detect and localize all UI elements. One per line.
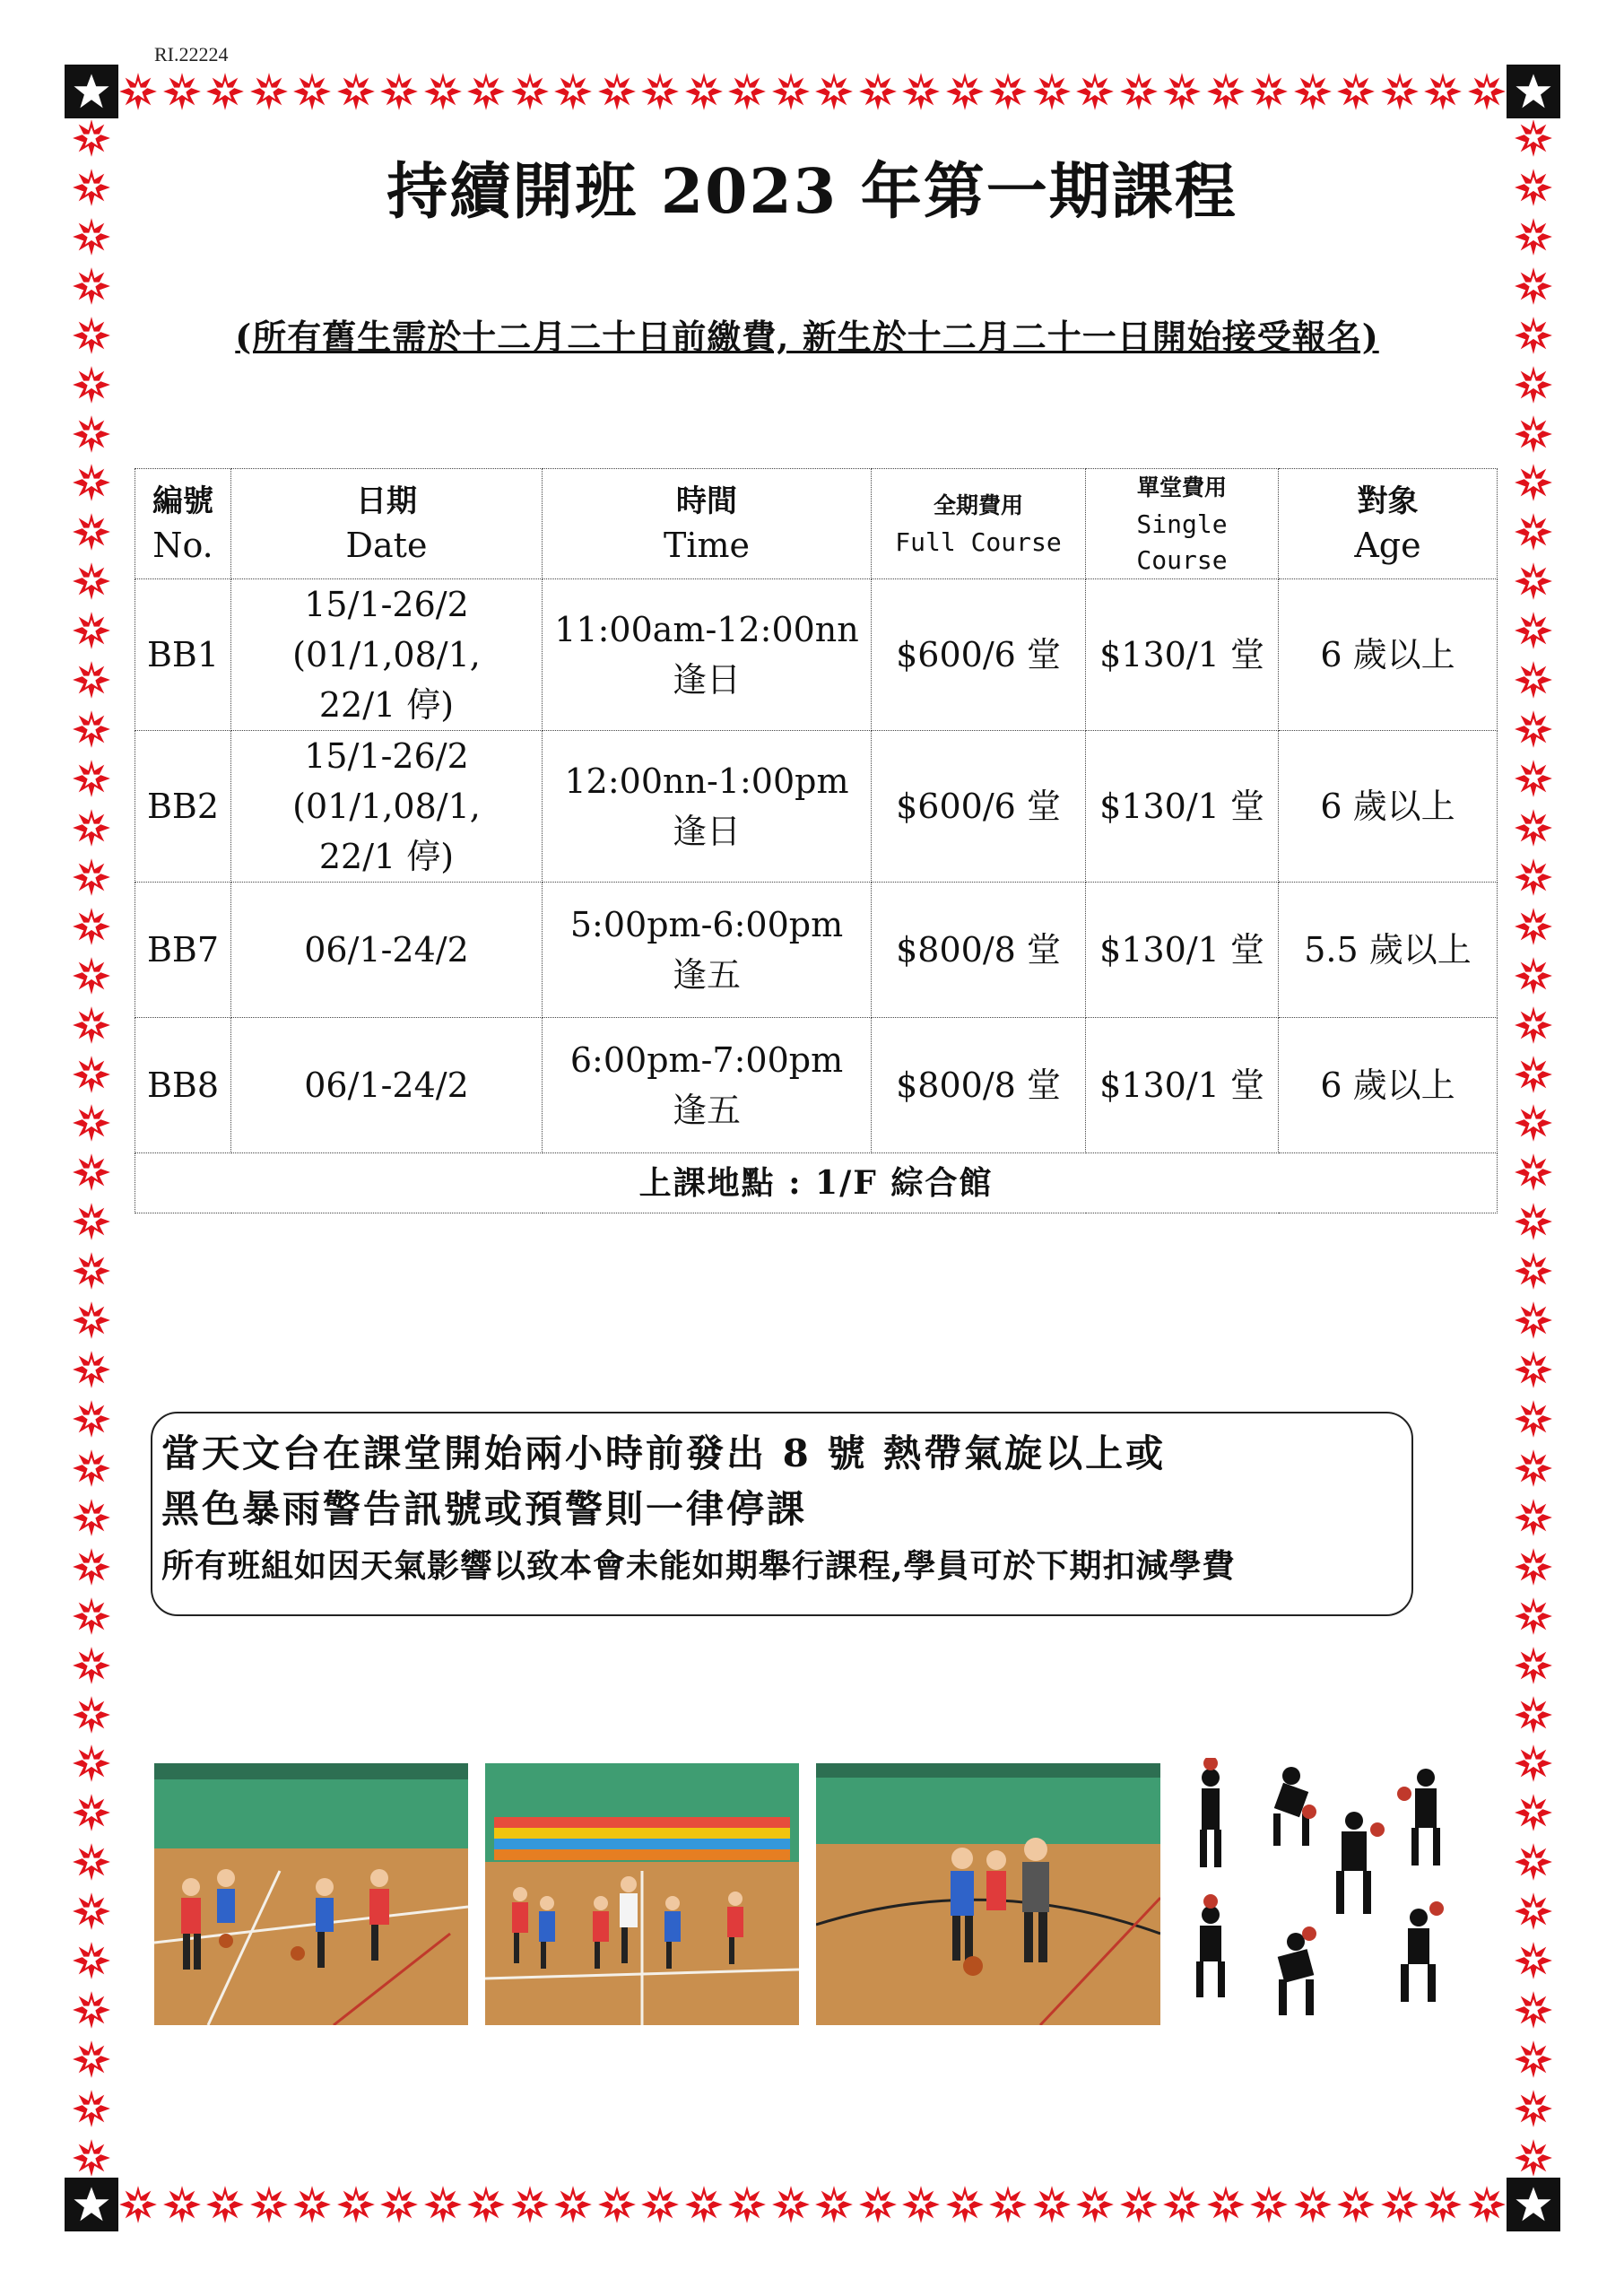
border-star-icon (1514, 512, 1553, 552)
border-star-icon (72, 414, 111, 454)
border-star-icon (1032, 72, 1072, 111)
border-star-icon (1467, 72, 1507, 111)
table-header-row (135, 469, 1498, 579)
border-star-icon (423, 72, 463, 111)
border-star-icon (1293, 2185, 1333, 2224)
page-title: 持續開班 2023 年第一期課程 (386, 156, 1238, 228)
cell-single-fee: $130/1 堂 (1086, 579, 1279, 731)
warning-line: 黑色暴雨警告訊號或預警則一律停課 (161, 1487, 808, 1531)
border-left (65, 118, 118, 2178)
corner-star-icon (1507, 65, 1560, 118)
border-star-icon (1514, 1941, 1553, 1980)
border-star-icon (72, 1448, 111, 1488)
border-star-icon (771, 72, 811, 111)
cell-no: BB1 (135, 579, 231, 731)
registration-notice: (所有舊生需於十二月二十日前繳費, 新生於十二月二十一日開始接受報名) (235, 317, 1379, 357)
border-star-icon (72, 561, 111, 601)
cell-full-fee: $800/8 堂 (872, 1018, 1086, 1153)
reference-code: RI.22224 (154, 43, 229, 65)
border-star-icon (72, 1498, 111, 1537)
border-star-icon (205, 2185, 245, 2224)
cell-time: 5:00pm-6:00pm 逢五 (543, 883, 872, 1018)
border-star-icon (423, 2185, 463, 2224)
border-star-icon (597, 72, 637, 111)
cell-no: BB7 (135, 883, 231, 1018)
border-star-icon (553, 72, 593, 111)
border-star-icon (1514, 1300, 1553, 1340)
cell-time: 6:00pm-7:00pm 逢五 (543, 1018, 872, 1153)
course-schedule-table (135, 468, 1498, 1213)
cell-age: 5.5 歲以上 (1279, 883, 1498, 1018)
border-star-icon (1075, 72, 1115, 111)
border-star-icon (814, 72, 854, 111)
border-star-icon (1514, 1793, 1553, 1832)
header-no: 編號 No. (135, 469, 231, 579)
header-date: 日期 Date (231, 469, 543, 579)
border-star-icon (72, 1350, 111, 1389)
border-star-icon (72, 1744, 111, 1783)
border-star-icon (205, 72, 245, 111)
location-row (135, 1153, 1498, 1213)
border-star-icon (1514, 1103, 1553, 1143)
border-star-icon (1514, 463, 1553, 502)
border-star-icon (162, 2185, 202, 2224)
border-star-icon (1514, 1498, 1553, 1537)
border-star-icon (72, 1005, 111, 1045)
cell-age: 6 歲以上 (1279, 731, 1498, 883)
table-row (135, 579, 1498, 731)
border-star-icon (1380, 2185, 1420, 2224)
border-star-icon (1514, 709, 1553, 749)
border-star-icon (1514, 1251, 1553, 1291)
border-star-icon (945, 72, 985, 111)
border-star-icon (945, 2185, 985, 2224)
border-star-icon (72, 1941, 111, 1980)
border-star-icon (1514, 2039, 1553, 2079)
border-star-icon (72, 2039, 111, 2079)
border-star-icon (466, 2185, 506, 2224)
cell-no: BB8 (135, 1018, 231, 1153)
border-star-icon (72, 512, 111, 552)
border-star-icon (1514, 365, 1553, 404)
border-star-icon (988, 72, 1028, 111)
border-star-icon (1514, 1399, 1553, 1439)
border-star-icon (1514, 1547, 1553, 1587)
cell-single-fee: $130/1 堂 (1086, 731, 1279, 883)
basketball-class-photo (816, 1763, 1160, 2025)
border-star-icon (1514, 759, 1553, 798)
border-star-icon (1293, 72, 1333, 111)
border-star-icon (1119, 2185, 1159, 2224)
border-star-icon (1514, 1202, 1553, 1241)
border-star-icon (1514, 611, 1553, 650)
border-star-icon (292, 2185, 332, 2224)
cell-age: 6 歲以上 (1279, 579, 1498, 731)
border-star-icon (1514, 660, 1553, 700)
cell-date: 15/1-26/2 (01/1,08/1, 22/1 停) (231, 579, 543, 731)
header-single-course: 單堂費用 Single Course (1086, 469, 1279, 579)
border-star-icon (1514, 561, 1553, 601)
header-full-course: 全期費用 Full Course (872, 469, 1086, 579)
border-star-icon (1075, 2185, 1115, 2224)
border-star-icon (72, 611, 111, 650)
border-star-icon (553, 2185, 593, 2224)
border-star-icon (1336, 2185, 1376, 2224)
header-age: 對象 Age (1279, 469, 1498, 579)
border-star-icon (1514, 2089, 1553, 2128)
header-time: 時間 Time (543, 469, 872, 579)
border-star-icon (72, 1399, 111, 1439)
border-top (118, 65, 1507, 118)
border-star-icon (72, 1202, 111, 1241)
border-star-icon (1514, 1892, 1553, 1931)
corner-star-icon (65, 65, 118, 118)
border-star-icon (1514, 956, 1553, 996)
warning-line: 所有班組如因天氣影響以致本會未能如期舉行課程,學員可於下期扣減學費 (161, 1547, 1236, 1585)
border-star-icon (1206, 72, 1246, 111)
cell-full-fee: $600/6 堂 (872, 731, 1086, 883)
border-star-icon (72, 1892, 111, 1931)
border-star-icon (1514, 414, 1553, 454)
border-star-icon (640, 2185, 680, 2224)
border-star-icon (1514, 808, 1553, 848)
border-star-icon (1514, 1596, 1553, 1636)
weather-warning-box (151, 1412, 1413, 1616)
border-star-icon (72, 709, 111, 749)
border-star-icon (1119, 72, 1159, 111)
border-star-icon (1380, 72, 1420, 111)
border-star-icon (1514, 1055, 1553, 1094)
border-star-icon (510, 72, 550, 111)
border-star-icon (727, 2185, 767, 2224)
cell-date: 06/1-24/2 (231, 883, 543, 1018)
border-star-icon (72, 266, 111, 306)
border-star-icon (1162, 2185, 1202, 2224)
border-star-icon (118, 2185, 158, 2224)
class-location: 上課地點 : 1/F 綜合館 (135, 1153, 1498, 1213)
border-star-icon (72, 1793, 111, 1832)
border-star-icon (597, 2185, 637, 2224)
border-star-icon (901, 72, 941, 111)
border-star-icon (640, 72, 680, 111)
border-star-icon (72, 907, 111, 946)
border-star-icon (1514, 1842, 1553, 1882)
border-star-icon (1514, 1350, 1553, 1389)
border-star-icon (901, 2185, 941, 2224)
border-star-icon (1423, 72, 1463, 111)
border-star-icon (684, 72, 724, 111)
border-star-icon (72, 2089, 111, 2128)
border-star-icon (379, 72, 419, 111)
border-star-icon (72, 463, 111, 502)
cell-time: 12:00nn-1:00pm 逢日 (543, 731, 872, 883)
border-star-icon (1514, 1448, 1553, 1488)
border-star-icon (466, 72, 506, 111)
basketball-class-photo (485, 1763, 799, 2025)
border-bottom (118, 2178, 1507, 2231)
border-star-icon (814, 2185, 854, 2224)
border-star-icon (1423, 2185, 1463, 2224)
border-star-icon (1514, 1005, 1553, 1045)
border-star-icon (72, 1251, 111, 1291)
border-star-icon (72, 365, 111, 404)
cell-no: BB2 (135, 731, 231, 883)
corner-star-icon (1507, 2178, 1560, 2231)
border-star-icon (379, 2185, 419, 2224)
border-star-icon (1467, 2185, 1507, 2224)
border-star-icon (72, 1990, 111, 2030)
border-star-icon (72, 2138, 111, 2178)
border-star-icon (72, 1695, 111, 1735)
border-star-icon (118, 72, 158, 111)
basketball-class-photo (154, 1763, 468, 2025)
border-star-icon (1514, 1152, 1553, 1192)
cell-time: 11:00am-12:00nn 逢日 (543, 579, 872, 731)
border-star-icon (858, 72, 898, 111)
cell-full-fee: $800/8 堂 (872, 883, 1086, 1018)
border-star-icon (72, 1547, 111, 1587)
border-star-icon (292, 72, 332, 111)
border-star-icon (1514, 316, 1553, 355)
table-row (135, 883, 1498, 1018)
border-star-icon (1249, 2185, 1289, 2224)
border-star-icon (1514, 907, 1553, 946)
border-star-icon (1514, 266, 1553, 306)
border-star-icon (72, 1596, 111, 1636)
border-star-icon (72, 1646, 111, 1685)
cell-age: 6 歲以上 (1279, 1018, 1498, 1153)
border-star-icon (510, 2185, 550, 2224)
border-star-icon (1514, 1744, 1553, 1783)
border-star-icon (72, 1842, 111, 1882)
border-star-icon (72, 316, 111, 355)
border-star-icon (249, 72, 289, 111)
border-star-icon (336, 72, 376, 111)
border-star-icon (858, 2185, 898, 2224)
corner-star-icon (65, 2178, 118, 2231)
border-star-icon (1162, 72, 1202, 111)
border-star-icon (72, 1300, 111, 1340)
cell-date: 15/1-26/2 (01/1,08/1, 22/1 停) (231, 731, 543, 883)
border-star-icon (1336, 72, 1376, 111)
border-star-icon (72, 956, 111, 996)
border-star-icon (72, 1152, 111, 1192)
border-star-icon (727, 72, 767, 111)
border-star-icon (249, 2185, 289, 2224)
border-star-icon (771, 2185, 811, 2224)
border-star-icon (684, 2185, 724, 2224)
border-star-icon (1514, 1646, 1553, 1685)
border-star-icon (336, 2185, 376, 2224)
border-star-icon (72, 759, 111, 798)
border-star-icon (162, 72, 202, 111)
border-star-icon (1032, 2185, 1072, 2224)
cell-date: 06/1-24/2 (231, 1018, 543, 1153)
cell-single-fee: $130/1 堂 (1086, 883, 1279, 1018)
border-star-icon (72, 808, 111, 848)
border-star-icon (72, 1103, 111, 1143)
player-silhouettes-illustration (1175, 1758, 1462, 2027)
border-star-icon (988, 2185, 1028, 2224)
table-row (135, 731, 1498, 883)
border-star-icon (1514, 857, 1553, 897)
border-star-icon (1249, 72, 1289, 111)
border-star-icon (72, 660, 111, 700)
border-right (1507, 118, 1560, 2178)
border-star-icon (1206, 2185, 1246, 2224)
cell-full-fee: $600/6 堂 (872, 579, 1086, 731)
border-star-icon (1514, 1990, 1553, 2030)
warning-line: 當天文台在課堂開始兩小時前發出 8 號 熱帶氣旋以上或 (161, 1431, 1167, 1475)
table-row (135, 1018, 1498, 1153)
border-star-icon (72, 1055, 111, 1094)
border-star-icon (72, 857, 111, 897)
border-star-icon (1514, 1695, 1553, 1735)
cell-single-fee: $130/1 堂 (1086, 1018, 1279, 1153)
border-star-icon (1514, 2138, 1553, 2178)
